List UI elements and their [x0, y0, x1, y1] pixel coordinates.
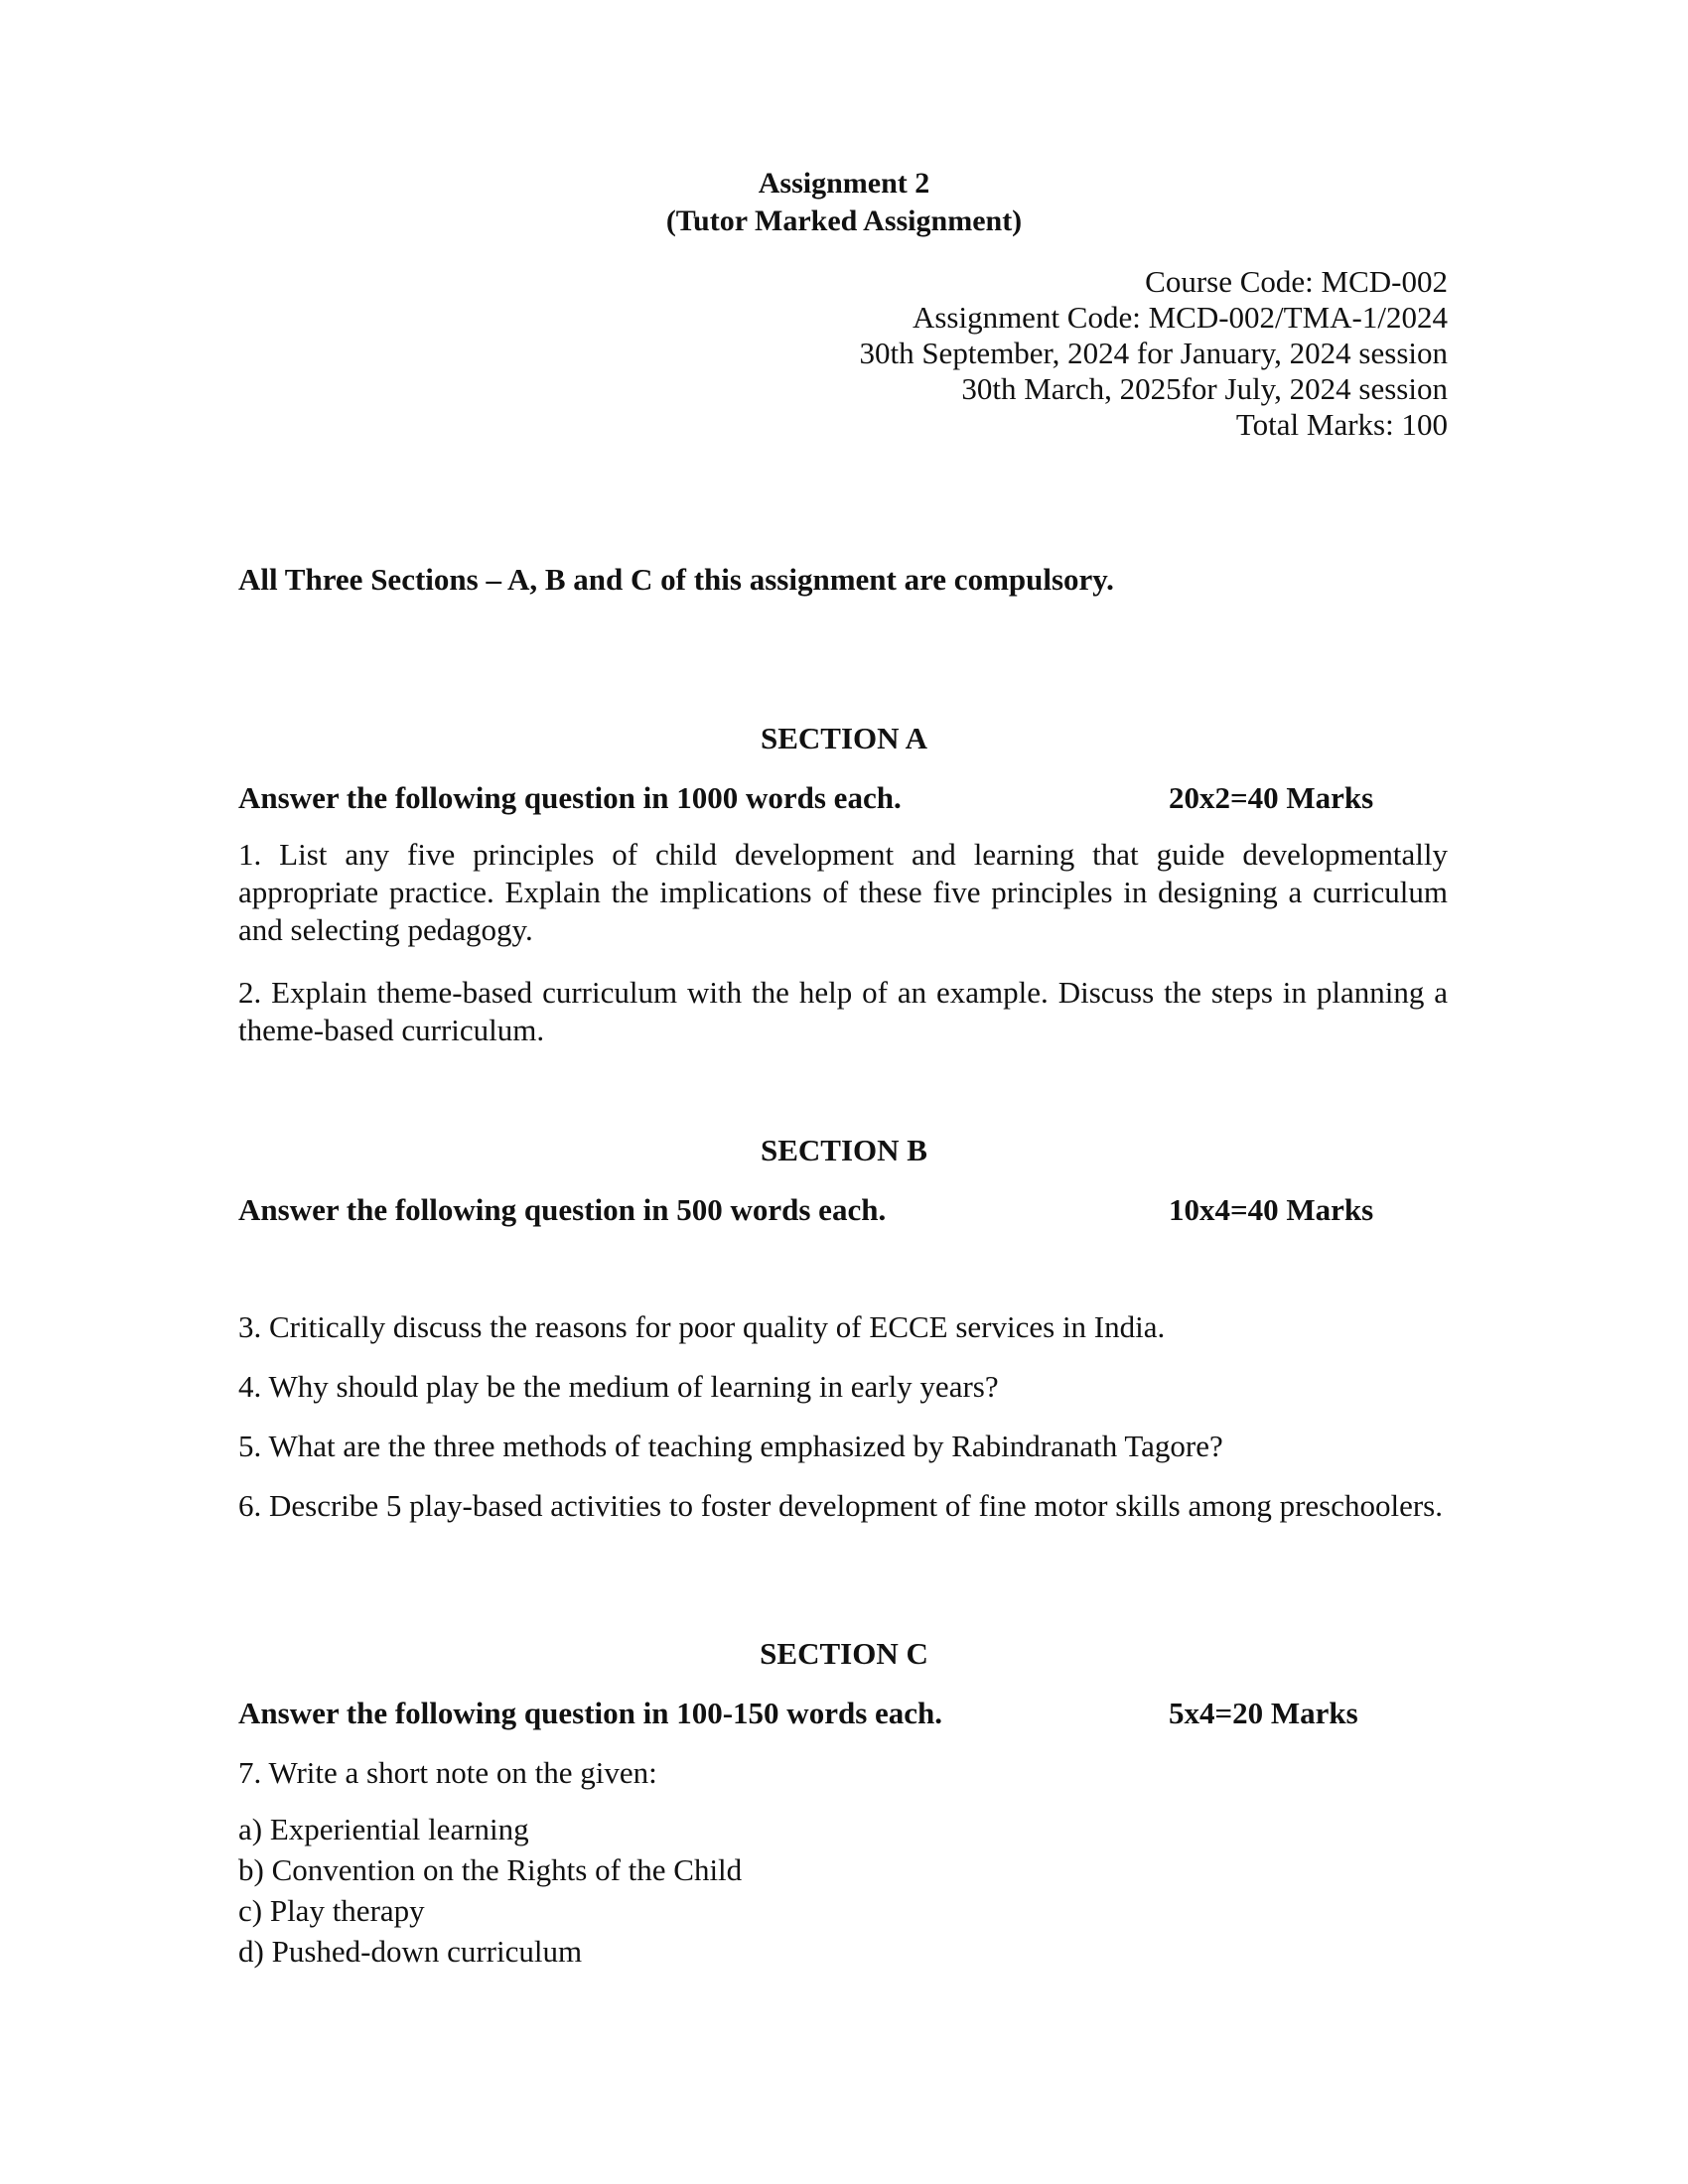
question-2: 2. Explain theme-based curriculum with the help of an example. Discuss the steps in planning a theme-based curriculum. — [238, 975, 1448, 1047]
section-a-title: SECTION A — [761, 721, 927, 755]
section-b-marks: 10x4=40 Marks — [1169, 1192, 1374, 1227]
question-7: 7. Write a short note on the given: — [238, 1755, 657, 1790]
total-marks: Total Marks: 100 — [1235, 407, 1448, 442]
list-item: a) Experiential learning — [238, 1812, 529, 1846]
list-item: b) Convention on the Rights of the Child — [238, 1852, 743, 1887]
section-a-instruction: Answer the following question in 1000 words each. — [238, 780, 902, 815]
question-3: 3. Critically discuss the reasons for poor quality of ECCE services in India. — [238, 1309, 1166, 1344]
assignment-subtitle: (Tutor Marked Assignment) — [665, 205, 1023, 237]
list-item: d) Pushed-down curriculum — [238, 1934, 583, 1969]
general-instruction: All Three Sections – A, B and C of this assignment are compulsory. — [238, 562, 1114, 597]
deadline-january-session: 30th September, 2024 for January, 2024 session — [859, 336, 1448, 370]
list-item: c) Play therapy — [238, 1893, 425, 1928]
short-note-list — [238, 1809, 742, 1972]
question-4: 4. Why should play be the medium of learning in early years? — [238, 1369, 999, 1404]
assignment-meta — [859, 264, 1448, 443]
assignment-title: Assignment 2 — [758, 167, 930, 200]
deadline-july-session: 30th March, 2025for July, 2024 session — [961, 371, 1448, 406]
section-c-instruction: Answer the following question in 100-150 words each. — [238, 1696, 943, 1730]
question-5: 5. What are the three methods of teaching emphasized by Rabindranath Tagore? — [238, 1429, 1223, 1463]
section-b-title: SECTION B — [761, 1133, 927, 1167]
section-c-marks: 5x4=20 Marks — [1169, 1696, 1358, 1730]
section-b-instruction: Answer the following question in 500 words each. — [238, 1192, 887, 1227]
section-c-title: SECTION C — [760, 1636, 928, 1671]
course-code: Course Code: MCD-002 — [1145, 264, 1448, 299]
section-a-marks: 20x2=40 Marks — [1169, 780, 1374, 815]
question-1: 1. List any five principles of child development and learning that guide developmentally appropriate practice. Explain the implications of these five principles in designing a curriculum and selecting pedagogy. — [238, 837, 1448, 947]
assignment-code: Assignment Code: MCD-002/TMA-1/2024 — [912, 300, 1448, 335]
question-6: 6. Describe 5 play-based activities to foster development of fine motor skills among preschoolers. — [238, 1488, 1443, 1523]
